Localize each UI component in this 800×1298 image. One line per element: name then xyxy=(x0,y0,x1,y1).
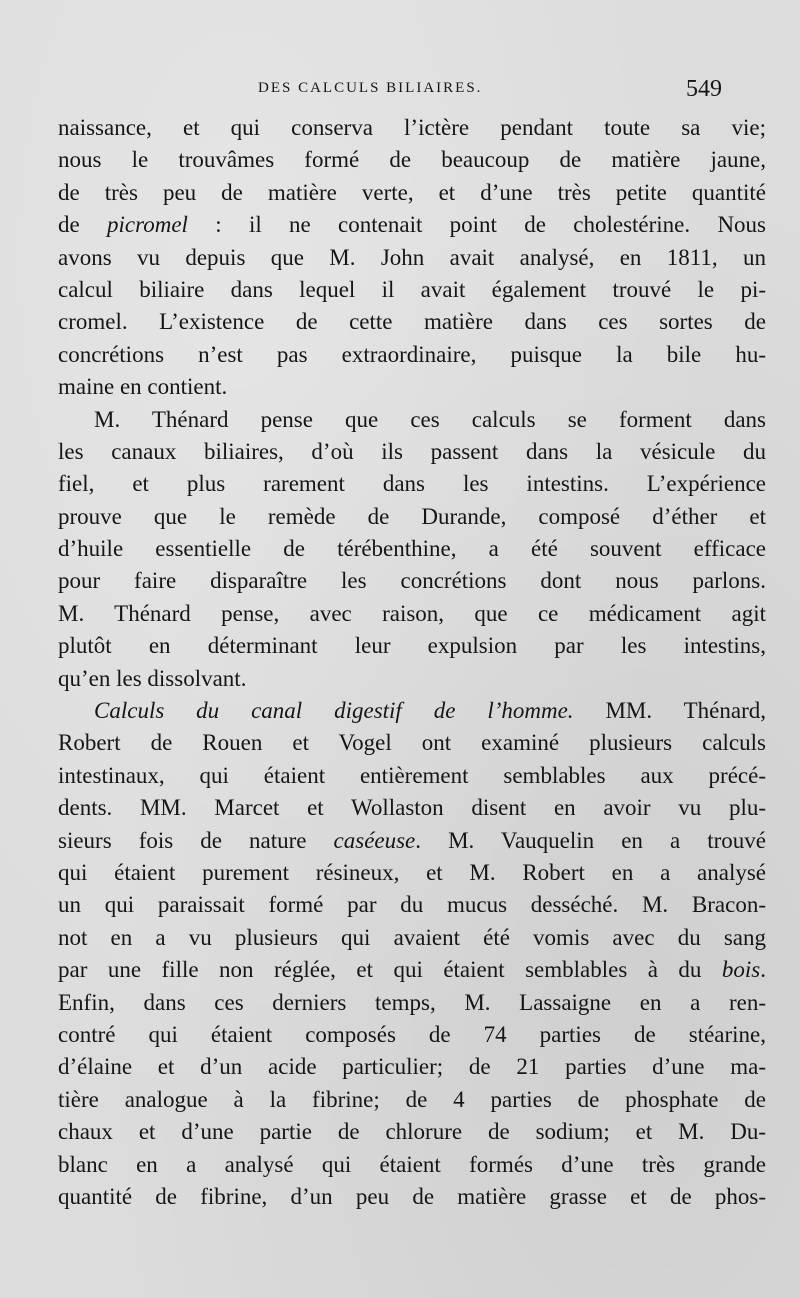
italic-term: caséeuse xyxy=(333,827,416,853)
text-line: quantité de fibrine, d’un peu de matière grasse et de phos- xyxy=(58,1183,766,1209)
text-line: tière analogue à la fibrine; de 4 parties de phosphate de xyxy=(58,1086,766,1112)
text-line: un qui paraissait formé par du mucus desséché. M. Bracon- xyxy=(58,892,766,918)
text-line: cromel. L’existence de cette matière dans ces sortes de xyxy=(58,309,766,335)
text-line: chaux et d’une partie de chlorure de sodium; et M. Du- xyxy=(58,1119,766,1145)
page-number: 549 xyxy=(686,76,722,102)
text-line: qu’en les dissolvant. xyxy=(58,665,247,691)
text-line: prouve que le remède de Durande, composé d’éther et xyxy=(58,503,766,529)
text-line: contré qui étaient composés de 74 parties de stéarine, xyxy=(58,1021,766,1047)
text-line: intestinaux, qui étaient entièrement semblables aux précé- xyxy=(58,762,766,788)
body-text xyxy=(58,112,766,1213)
text-line: nous le trouvâmes formé de beaucoup de matière jaune, xyxy=(58,147,766,173)
text-run: . xyxy=(760,957,766,983)
running-title: DES CALCULS BILIAIRES. xyxy=(258,80,483,96)
text-line: calcul biliaire dans lequel il avait également trouvé le pi- xyxy=(58,276,766,302)
text-line: dents. MM. Marcet et Wollaston disent en avoir vu plu- xyxy=(58,795,766,821)
text-line: qui étaient purement résineux, et M. Robert en a analysé xyxy=(58,859,766,885)
text-line: plutôt en déterminant leur expulsion par les intestins, xyxy=(58,633,766,659)
text-line: Enfin, dans ces derniers temps, M. Lassaigne en a ren- xyxy=(58,989,766,1015)
italic-term: Calculs du canal digestif de l’homme. xyxy=(94,698,574,724)
text-run: de xyxy=(58,212,108,238)
text-run: : il ne contenait point de cholestérine. Nous xyxy=(187,212,766,238)
italic-term: picromel xyxy=(107,212,188,238)
text-line: d’huile essentielle de térébenthine, a été souvent efficace xyxy=(58,536,766,562)
text-line: de très peu de matière verte, et d’une très petite quantité xyxy=(58,179,766,205)
text-line: concrétions n’est pas extraordinaire, puisque la bile hu- xyxy=(58,341,766,367)
text-run: sieurs fois de nature xyxy=(58,827,334,853)
text-line: M. Thénard pense, avec raison, que ce médicament agit xyxy=(58,600,766,626)
text-line: not en a vu plusieurs qui avaient été vomis avec du sang xyxy=(58,924,766,950)
text-line: pour faire disparaître les concrétions dont nous parlons. xyxy=(58,568,766,594)
text-line: d’élaine et d’un acide particulier; de 21 parties d’une ma- xyxy=(58,1054,766,1080)
text-line: maine en contient. xyxy=(58,374,228,400)
text-line: les canaux biliaires, d’où ils passent dans la vésicule du xyxy=(58,438,766,464)
text-line: M. Thénard pense que ces calculs se forment dans xyxy=(94,406,766,432)
text-line: fiel, et plus rarement dans les intestins. L’expérience xyxy=(58,471,766,497)
text-line: naissance, et qui conserva l’ictère pendant toute sa vie; xyxy=(58,115,766,140)
text-line: Robert de Rouen et Vogel ont examiné plusieurs calculs xyxy=(58,730,766,756)
text-run: par une fille non réglée, et qui étaient semblables à du xyxy=(58,957,722,983)
text-line xyxy=(58,695,766,727)
page-header xyxy=(0,76,800,106)
text-run: . M. Vauquelin en a trouvé xyxy=(415,827,766,853)
text-line xyxy=(58,954,766,986)
text-line xyxy=(58,209,766,241)
text-line: blanc en a analysé qui étaient formés d’une très grande xyxy=(58,1151,766,1177)
text-run: MM. Thénard, xyxy=(573,698,766,724)
italic-term: bois xyxy=(721,957,761,983)
text-line xyxy=(58,825,766,857)
text-line: avons vu depuis que M. John avait analysé, en 1811, un xyxy=(58,244,766,270)
